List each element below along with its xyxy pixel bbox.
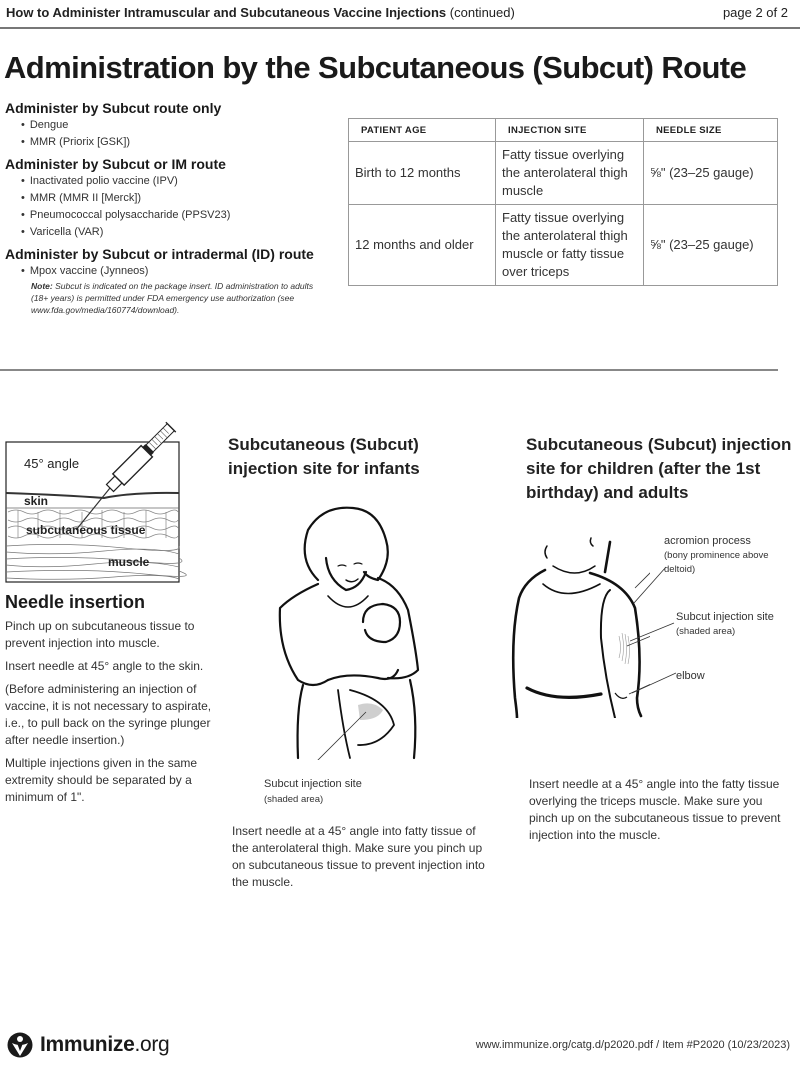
injection-site-shading: [619, 633, 630, 664]
waist-line: [527, 688, 601, 697]
instruction-paragraph: (Before administering an injection of vaccine, it is not necessary to aspirate, i.e., to pull back on the syringe plunger after needle insertion.): [5, 682, 212, 747]
table-cell-site: Fatty tissue overlying the anterolateral thigh muscle: [496, 142, 644, 205]
mother-right-arm: [378, 578, 418, 678]
instruction-paragraph: Multiple injections given in the same extremity should be separated by a minimum of 1".: [5, 756, 198, 804]
infant-site-title: Subcutaneous (Subcut) injection site for infants: [228, 435, 420, 478]
document-title-suffix: (continued): [446, 5, 515, 20]
needle-size-table: [348, 118, 778, 286]
table-cell-needle: ⅝" (23–25 gauge): [644, 205, 778, 286]
adult-site-title: Subcutaneous (Subcut) injection site for children (after the 1st birthday) and adults: [526, 435, 792, 502]
route-heading: Administer by Subcut or IM route: [5, 156, 226, 172]
arm-inner: [601, 590, 615, 718]
adult-site-label-sub: (shaded area): [676, 626, 736, 637]
route-list: [21, 173, 335, 241]
document-title-bold: How to Administer Intramuscular and Subcutaneous Vaccine Injections: [6, 5, 447, 20]
needle-insertion-text: [5, 618, 215, 812]
acromion-label-sub: (bony prominence above deltoid): [664, 550, 769, 575]
brand-main: Immunize: [40, 1033, 135, 1056]
list-item: • Dengue: [21, 117, 335, 134]
muscle-label: muscle: [108, 555, 150, 569]
adult-illustration: [505, 528, 650, 718]
angle-label: 45° angle: [24, 456, 80, 471]
needle-angle-diagram: [4, 420, 194, 585]
neck-line: [553, 566, 595, 573]
table-cell-needle: ⅝" (23–25 gauge): [644, 142, 778, 205]
adult-instructions: Insert needle at a 45° angle into the fatty tissue overlying the triceps muscle. Make sure you pinch up on the subcutaneous tissue to prevent injection into the muscle.: [529, 777, 781, 842]
routes-section: [5, 95, 335, 316]
acromion-label: [664, 534, 794, 577]
mother-left-arm: [280, 584, 328, 685]
table-row: [349, 205, 778, 286]
mother-leg-right: [410, 680, 415, 758]
column-header: INJECTION SITE: [496, 119, 644, 142]
route-heading: Administer by Subcut or intradermal (ID) route: [5, 246, 314, 262]
needle-insertion-title: Needle insertion: [5, 592, 146, 612]
section-divider: [0, 369, 778, 371]
acromion-label-main: acromion process: [664, 535, 751, 547]
infant-instructions: Insert needle at a 45° angle into fatty tissue of the anterolateral thigh. Make sure you pinch up on subcutaneous tissue to prevent injection into the muscle.: [232, 824, 485, 889]
adult-site-label-main: Subcut injection site: [676, 611, 774, 623]
subcutaneous-label: subcutaneous tissue: [26, 523, 146, 537]
list-item: • MMR (MMR II [Merck]): [21, 190, 335, 207]
page-title: Administration by the Subcutaneous (Subcut) Route: [4, 50, 747, 85]
label-pointer: [308, 712, 366, 760]
mpox-note: [31, 280, 321, 316]
skin-label: skin: [24, 494, 49, 508]
list-item: • Inactivated polio vaccine (IPV): [21, 173, 335, 190]
infant-site-label: [264, 776, 362, 808]
table-cell-age: Birth to 12 months: [349, 142, 496, 205]
table-cell-site: Fatty tissue overlying the anterolateral thigh muscle or fatty tissue over triceps: [496, 205, 644, 286]
instruction-paragraph: Insert needle at 45° angle to the skin.: [5, 659, 204, 673]
note-label: Note:: [31, 281, 53, 291]
note-text: Subcut is indicated on the package insert. ID administration to adults (18+ years) is permitted under FDA emergency use authorization (see www.fda.gov/media/160774/download).: [31, 281, 314, 315]
elbow-label: elbow: [676, 670, 705, 682]
list-item: • MMR (Priorix [GSK]): [21, 134, 335, 151]
route-list: [21, 117, 335, 151]
immunize-logo-icon: [6, 1031, 34, 1059]
collar-line: [543, 584, 600, 594]
brand-name: [40, 1033, 169, 1057]
column-header: PATIENT AGE: [349, 119, 496, 142]
list-item: • Varicella (VAR): [21, 224, 335, 241]
mother-hair: [305, 508, 388, 580]
list-item: • Pneumococcal polysaccharide (PPSV23): [21, 207, 335, 224]
neck-right: [605, 542, 610, 572]
adult-site-label: [676, 610, 796, 639]
mother-leg-left: [298, 685, 303, 758]
table-cell-age: 12 months and older: [349, 205, 496, 286]
elbow-crease: [615, 693, 627, 698]
instruction-paragraph: Pinch up on subcutaneous tissue to prevent injection into muscle.: [5, 619, 195, 650]
list-item: • Mpox vaccine (Jynneos): [21, 263, 335, 280]
immunize-logo: [6, 1030, 169, 1060]
route-heading: Administer by Subcut route only: [5, 100, 222, 116]
table-row: [349, 142, 778, 205]
document-reference: www.immunize.org/catg.d/p2020.pdf / Item #P2020 (10/23/2023): [475, 1039, 790, 1051]
page-number: page 2 of 2: [722, 5, 788, 20]
document-title: [6, 5, 515, 20]
mother-hand: [328, 670, 398, 680]
baby-leg: [338, 690, 350, 758]
back-left: [513, 570, 545, 718]
injection-site-shading: [358, 703, 383, 720]
column-header: NEEDLE SIZE: [644, 119, 778, 142]
baby-head: [363, 604, 400, 642]
table-header-row: [349, 119, 778, 142]
page-header: [6, 5, 788, 25]
infant-illustration: [268, 500, 428, 760]
route-list: [21, 263, 335, 280]
infant-site-label-sub: (shaded area): [264, 794, 324, 805]
brand-tld: .org: [134, 1033, 170, 1056]
header-divider: [0, 27, 800, 29]
infant-site-label-main: Subcut injection site: [264, 778, 362, 790]
